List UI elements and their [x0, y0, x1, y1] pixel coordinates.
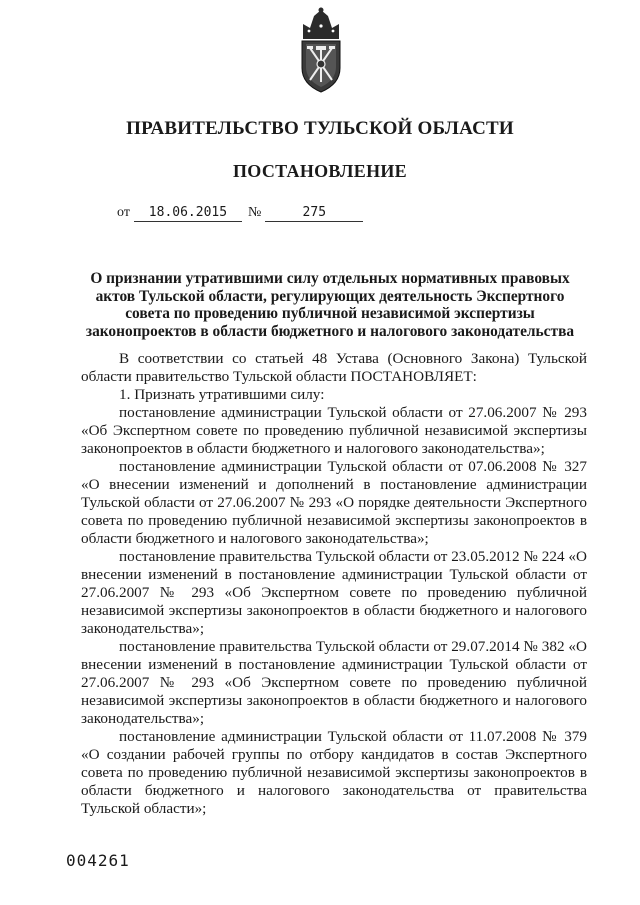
government-title: ПРАВИТЕЛЬСТВО ТУЛЬСКОЙ ОБЛАСТИ — [126, 118, 514, 139]
document-heading: О признании утратившими силу отдельных нормативных правовых актов Тульской области, регулирующих деятельность Экспертного совета по проведению публичной независимой экспертизы законопроектов в области бюджетного и налогового законодательства — [85, 270, 575, 340]
body-paragraph: постановление правительства Тульской области от 23.05.2012 № 224 «О внесении изменений в постановление администрации Тульской области от 27.06.2007 № 293 «Об Экспертном совете по проведению публичной независимой экспертизы законопроектов в области бюджетного и налогового законодательства»; — [81, 548, 587, 637]
date-value: 18.06.2015 — [134, 205, 242, 222]
body-paragraph: В соответствии со статьей 48 Устава (Основного Закона) Тульской области правительство Тульской области ПОСТАНОВЛЯЕТ: — [81, 350, 587, 385]
body-paragraph: 1. Признать утратившими силу: — [119, 386, 325, 403]
body-paragraph: постановление администрации Тульской области от 27.06.2007 № 293 «Об Экспертном совете по проведению публичной независимой экспертизы законопроектов в области бюджетного и налогового законодательства»; — [81, 404, 587, 457]
coat-of-arms-icon — [294, 6, 348, 94]
body-paragraph: постановление правительства Тульской области от 29.07.2014 № 382 «О внесении изменений в постановление администрации Тульской области от 27.06.2007 № 293 «Об Экспертном совете по проведению публичной независимой экспертизы законопроектов в области бюджетного и налогового законодательства»; — [81, 638, 587, 727]
date-number-line — [117, 205, 363, 222]
body-paragraph: постановление администрации Тульской области от 11.07.2008 № 379 «О создании рабочей группы по отбору кандидатов в состав Экспертного совета по проведению публичной независимой экспертизы законопроектов в области бюджетного и налогового законодательства от правительства Тульской области»; — [81, 728, 587, 817]
number-label: № — [247, 205, 262, 220]
body-paragraph: постановление администрации Тульской области от 07.06.2008 № 327 «О внесении изменений и дополнений в постановление администрации Тульской области от 27.06.2007 № 293 «О порядке деятельности Экспертного совета по проведению публичной независимой экспертизы законопроектов в области бюджетного и налогового законодательства»; — [81, 458, 587, 547]
document-type: ПОСТАНОВЛЕНИЕ — [233, 161, 407, 181]
footer-code: 004261 — [66, 851, 130, 870]
document-body — [81, 350, 587, 818]
date-label: от — [117, 205, 130, 220]
number-value: 275 — [265, 205, 363, 222]
